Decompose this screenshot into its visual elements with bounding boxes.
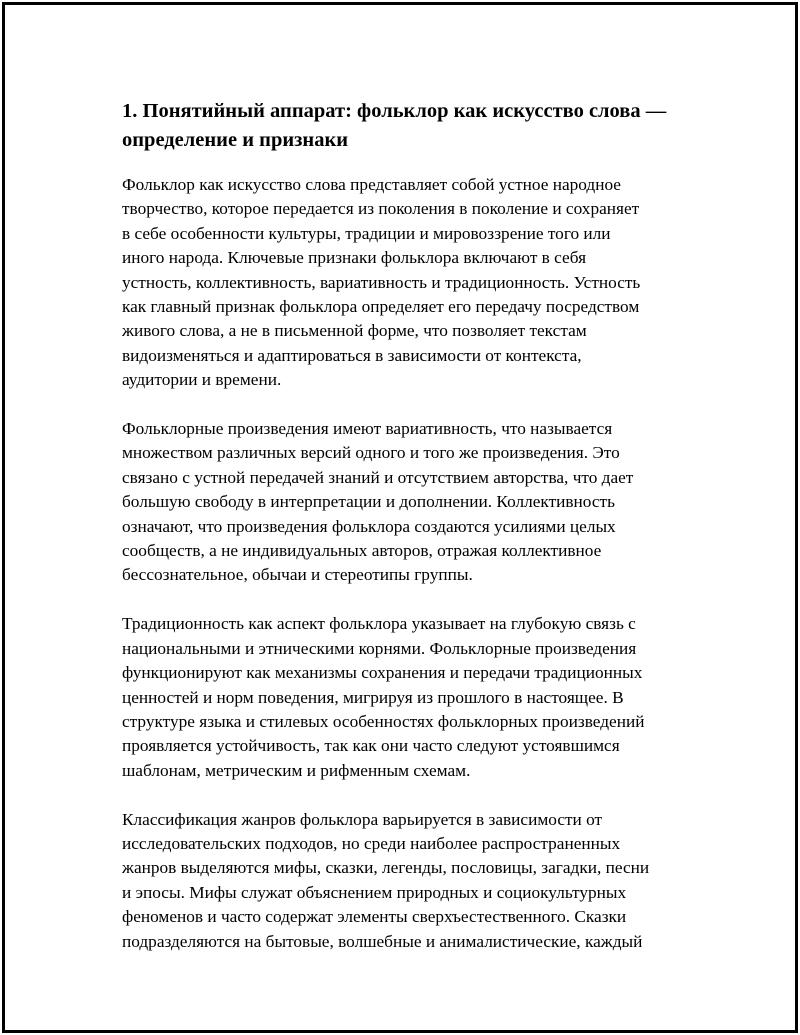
text-line: Фольклор как искусство слова представляет собой устное народное	[122, 175, 621, 194]
text-line: структуре языка и стилевых особенностях фольклорных произведений	[122, 711, 645, 731]
text-line: жанров выделяются мифы, сказки, легенды, пословицы, загадки, песни	[122, 858, 650, 878]
text-line: означают, что произведения фольклора создаются усилиями целых	[122, 516, 616, 536]
document-content	[122, 97, 692, 978]
text-line: национальными и этническими корнями. Фольклорные произведения	[122, 638, 637, 658]
paragraph	[122, 612, 692, 783]
text-line: в себе особенности культуры, традиции и мировоззрение того или	[122, 223, 611, 243]
section-heading	[122, 97, 692, 155]
text-line: ценностей и норм поведения, мигрируя из прошлого в настоящее. В	[122, 687, 624, 707]
text-line: как главный признак фольклора определяет его передачу посредством	[122, 297, 640, 317]
paragraph	[122, 173, 692, 393]
text-line: и эпосы. Мифы служат объяснением природных и социокультурных	[122, 882, 627, 902]
text-line: бессознательное, обычаи и стереотипы группы.	[122, 565, 473, 585]
text-line: множеством различных версий одного и того же произведения. Это	[122, 443, 620, 463]
text-line: исследовательских подходов, но среди наиболее распространенных	[122, 833, 621, 853]
text-line: Фольклорные произведения имеют вариативность, что называется	[122, 419, 613, 439]
text-line: проявляется устойчивость, так как они часто следуют устоявшимся	[122, 736, 620, 756]
text-line: видоизменяться и адаптироваться в зависимости от контекста,	[122, 345, 582, 365]
heading-line: 1. Понятийный аппарат: фольклор как искусство слова —	[122, 100, 667, 122]
paragraph	[122, 417, 692, 588]
text-line: шаблонам, метрическим и рифменным схемам.	[122, 760, 471, 780]
text-line: сообществ, а не индивидуальных авторов, отражая коллективное	[122, 541, 602, 561]
text-line: Классификация жанров фольклора варьируется в зависимости от	[122, 809, 603, 829]
text-line: аудитории и времени.	[122, 370, 282, 390]
text-line: творчество, которое передается из поколения в поколение и сохраняет	[122, 199, 640, 219]
text-line: феноменов и часто содержат элементы сверхъестественного. Сказки	[122, 907, 627, 927]
heading-line: определение и признаки	[122, 129, 349, 151]
text-line: иного народа. Ключевые признаки фольклора включают в себя	[122, 248, 587, 268]
text-line: функционируют как механизмы сохранения и передачи традиционных	[122, 663, 643, 683]
text-line: живого слова, а не в письменной форме, что позволяет текстам	[122, 321, 587, 341]
text-line: большую свободу в интерпретации и дополнении. Коллективность	[122, 492, 615, 512]
text-line: устность, коллективность, вариативность и традиционность. Устность	[122, 272, 641, 292]
text-line: Традиционность как аспект фольклора указывает на глубокую связь с	[122, 614, 636, 634]
paragraph	[122, 808, 692, 954]
text-line: подразделяются на бытовые, волшебные и анималистические, каждый	[122, 931, 643, 951]
page-frame	[2, 2, 798, 1033]
text-line: связано с устной передачей знаний и отсутствием авторства, что дает	[122, 467, 634, 487]
